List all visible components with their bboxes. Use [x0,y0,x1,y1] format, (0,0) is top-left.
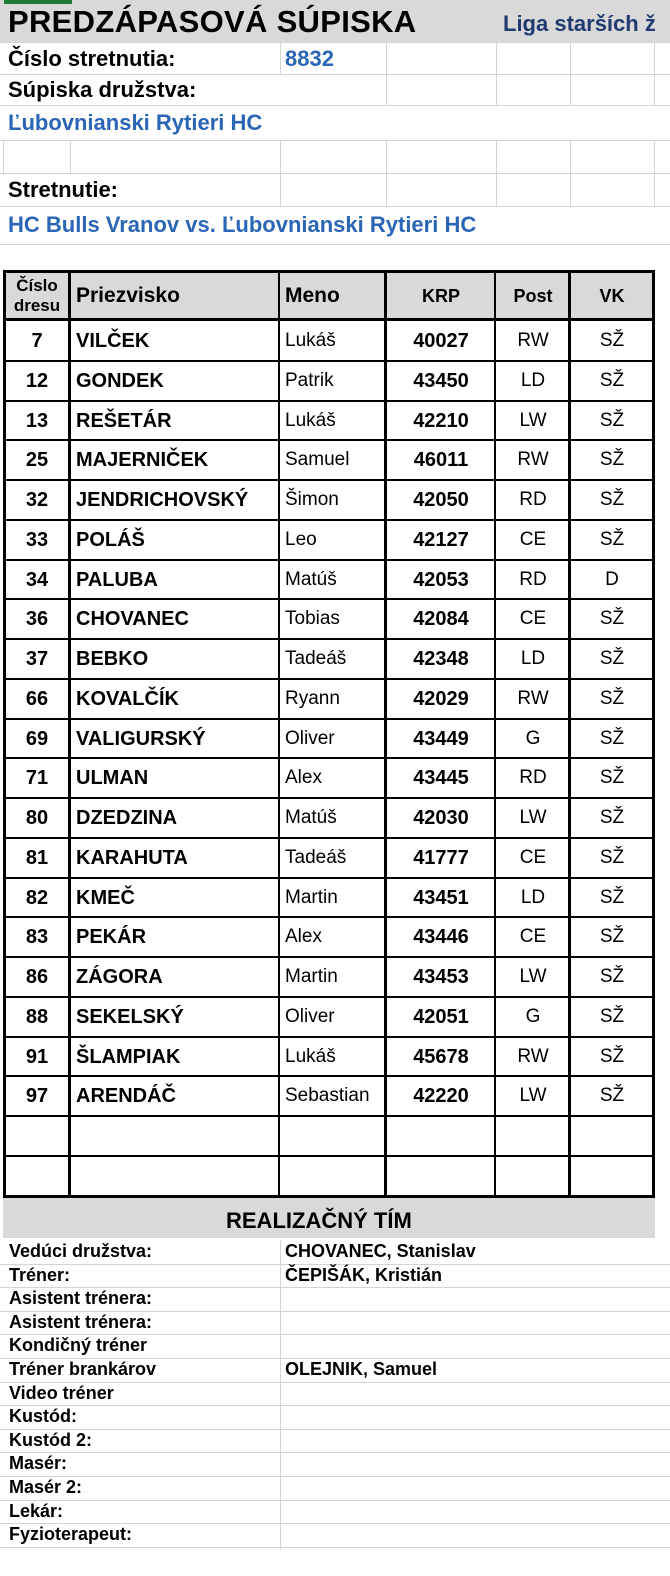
cell-surname [76,1157,276,1195]
cell-name: Oliver [285,727,335,749]
cell-krp: 43453 [413,966,469,988]
staff-role: Vedúci družstva: [9,1241,153,1261]
cell-krp: 42348 [413,648,469,670]
cell-krp: 40027 [413,330,469,352]
cell-surname: POLÁŠ [76,528,145,551]
cell-krp [386,1157,496,1195]
cell-krp: 42210 [413,409,469,432]
cell-vk: SŽ [599,330,625,351]
cell-name [285,1157,383,1195]
cell-post: G [525,727,541,749]
cell-surname: VALIGURSKÝ [76,727,206,750]
staff-column-divider [280,1240,281,1550]
cell-num: 97 [25,1085,49,1108]
cell-vk: SŽ [599,648,625,669]
cell-surname: PALUBA [76,568,158,591]
staff-gridline [0,1500,670,1501]
roster-row-divider [3,1155,655,1157]
cell-post: G [525,1005,541,1027]
cell-surname: PEKÁR [76,926,147,949]
cell-num [6,1157,68,1195]
cell-vk [570,1157,654,1195]
cell-surname: VILČEK [76,330,150,352]
cell-name: Leo [285,528,317,550]
cell-vk: SŽ [599,727,625,749]
staff-title: REALIZAČNÝ TÍM [226,1208,412,1233]
staff-role: Masér 2: [9,1477,83,1497]
staff-role: Masér: [9,1453,68,1474]
roster-row-divider [3,757,655,759]
cell-num: 7 [31,330,43,352]
staff-name: ČEPIŠÁK, Kristián [285,1264,443,1285]
cell-vk: SŽ [599,767,625,789]
staff-gridline [0,1476,670,1477]
cell-num: 86 [25,966,49,988]
cell-num: 12 [25,369,49,392]
cell-post: RD [519,767,547,789]
cell-vk: SŽ [599,528,625,550]
league-name: Liga starších ž [503,11,656,36]
cell-name: Martin [285,966,338,987]
roster-row-divider [3,638,655,640]
cell-krp: 42127 [413,528,469,551]
cell-surname [76,1117,276,1155]
cell-post: CE [519,528,547,550]
cell-vk: SŽ [599,886,625,908]
cell-post: CE [519,926,547,948]
roster-row-divider [3,360,655,362]
cell-krp [386,1117,496,1155]
cell-vk: SŽ [599,966,625,987]
staff-gridline [0,1547,670,1548]
cell-krp: 42084 [413,608,469,631]
cell-post: LD [520,369,546,391]
cell-krp: 46011 [413,449,469,472]
col-surname-header: Priezvisko [76,284,180,307]
cell-post: LW [519,966,547,987]
cell-krp: 42051 [413,1005,469,1028]
roster-row-divider [3,956,655,958]
staff-role: Fyzioterapeut: [9,1524,133,1545]
staff-role: Kustód 2: [9,1429,92,1450]
cell-name: Sebastian [285,1085,370,1107]
cell-vk: SŽ [599,1085,625,1107]
cell-krp: 42220 [413,1085,469,1108]
cell-krp: 42030 [413,807,469,829]
cell-name: Matúš [285,568,337,590]
cell-post: RD [519,568,547,590]
cell-surname: JENDRICHOVSKÝ [76,489,249,511]
roster-row-divider [3,837,655,839]
staff-role: Kustód: [9,1406,77,1427]
team-name: Ľubovnianski Rytieri HC [8,110,263,135]
cell-vk: SŽ [599,1045,625,1067]
cell-name: Oliver [285,1005,335,1027]
roster-row-divider [3,439,655,441]
cell-post: CE [519,608,547,630]
cell-name: Martin [285,886,338,908]
cell-surname: KMEČ [76,886,135,909]
staff-gridline [0,1452,670,1453]
roster-row-divider [3,996,655,998]
cell-num: 36 [25,608,49,631]
staff-role: Asistent trénera: [9,1288,153,1309]
cell-post: LD [520,648,546,669]
cell-num: 81 [25,846,49,869]
cell-num: 37 [25,648,49,670]
cell-krp: 43445 [413,767,469,790]
roster-row-divider [3,1075,655,1077]
cell-post: LW [519,409,547,431]
cell-krp: 43449 [413,727,469,750]
cell-surname: KOVALČÍK [76,687,179,710]
match-number-label: Číslo stretnutia: [8,46,176,71]
cell-post: RW [517,449,549,471]
cell-vk: SŽ [599,608,625,630]
cell-num: 32 [25,489,49,511]
roster-row-divider [3,718,655,720]
cell-num: 88 [25,1005,49,1028]
staff-role: Kondičný tréner [9,1335,148,1356]
cell-vk: SŽ [599,846,625,868]
cell-surname: ULMAN [76,767,149,790]
cell-krp: 42050 [413,489,469,511]
cell-krp: 45678 [413,1045,469,1068]
roster-row-divider [3,877,655,879]
cell-name: Lukáš [285,1045,336,1067]
cell-vk: SŽ [599,926,625,948]
cell-surname: REŠETÁR [76,409,172,432]
cell-vk [570,1117,654,1155]
cell-num: 33 [25,528,49,551]
col-number-header: Číslo dresu [13,276,61,315]
cell-num: 66 [25,687,49,710]
staff-role: Lekár: [9,1500,64,1521]
roster-row-divider [3,916,655,918]
cell-surname: ŠLAMPIAK [76,1045,181,1068]
cell-post: RD [519,489,547,510]
col-vk-header: VK [599,286,625,306]
cell-name: Tobias [285,608,340,630]
cell-num: 80 [25,807,49,829]
roster-row-divider [3,598,655,600]
cell-name: Matúš [285,807,337,828]
roster-row-divider [3,1115,655,1117]
staff-name: OLEJNIK, Samuel [285,1359,438,1379]
cell-num: 34 [25,568,49,591]
match-name: HC Bulls Vranov vs. Ľubovnianski Rytieri HC [8,212,477,237]
cell-krp: 43451 [413,886,469,909]
roster-row-divider [3,1036,655,1038]
cell-num: 25 [25,449,49,472]
cell-vk: SŽ [599,807,625,828]
roster-row-divider [3,559,655,561]
cell-surname: GONDEK [76,369,164,392]
match-number: 8832 [285,46,334,71]
cell-surname: KARAHUTA [76,846,188,869]
cell-name: Ryann [285,687,340,709]
cell-vk: SŽ [599,1005,625,1027]
cell-num: 91 [25,1045,49,1068]
cell-post [496,1157,570,1195]
cell-post: RW [517,330,549,351]
cell-num: 83 [25,926,49,949]
cell-name: Lukáš [285,409,336,431]
cell-post [496,1117,570,1155]
roster-column-divider [278,270,280,1198]
cell-name: Tadeáš [285,648,347,669]
col-krp-header: KRP [421,286,460,306]
match-label: Stretnutie: [8,177,118,202]
cell-vk: SŽ [599,449,625,471]
staff-name: CHOVANEC, Stanislav [285,1241,476,1261]
staff-gridline [0,1405,670,1406]
cell-name: Lukáš [285,330,336,351]
cell-name [285,1117,383,1155]
cell-vk: SŽ [599,409,625,431]
cell-vk: SŽ [599,489,625,510]
cell-surname: MAJERNIČEK [76,449,209,472]
cell-krp: 43446 [413,926,469,949]
roster-label: Súpiska družstva: [8,77,197,102]
cell-name: Samuel [285,449,350,471]
cell-krp: 43450 [413,369,469,392]
cell-surname: ZÁGORA [76,966,163,988]
cell-post: LW [519,1085,547,1107]
cell-surname: BEBKO [76,648,149,670]
cell-post: LD [520,886,546,908]
staff-role: Asistent trénera: [9,1311,153,1332]
cell-name: Alex [285,926,322,948]
cell-surname: SEKELSKÝ [76,1005,184,1028]
staff-role: Tréner brankárov [9,1359,157,1379]
page-title: PREDZÁPASOVÁ SÚPISKA [8,4,417,39]
roster-row-divider [3,400,655,402]
col-name-header: Meno [285,284,340,307]
cell-surname: CHOVANEC [76,608,189,631]
cell-name: Šimon [285,489,339,510]
cell-name: Patrik [285,369,334,391]
roster-row-divider [3,797,655,799]
cell-name: Alex [285,767,322,789]
staff-gridline [0,1429,670,1430]
cell-post: RW [517,1045,549,1067]
cell-krp: 41777 [413,846,469,869]
roster-row-divider [3,479,655,481]
cell-vk: SŽ [599,369,625,391]
staff-role: Tréner: [9,1264,71,1285]
roster-column-divider [68,270,71,1198]
cell-num: 69 [25,727,49,750]
roster-row-divider [3,678,655,680]
col-post-header: Post [513,286,553,306]
cell-vk: D [605,568,619,590]
cell-num [6,1117,68,1155]
cell-krp: 42053 [413,568,469,591]
cell-num: 71 [25,767,49,790]
cell-name: Tadeáš [285,846,347,868]
cell-surname: DZEDZINA [76,807,178,829]
cell-post: LW [519,807,547,828]
cell-post: CE [519,846,547,868]
cell-num: 13 [25,409,49,432]
roster-row-divider [3,519,655,521]
cell-vk: SŽ [599,687,625,709]
staff-role: Video tréner [9,1382,114,1403]
cell-surname: ARENDÁČ [76,1085,176,1108]
cell-krp: 42029 [413,687,469,710]
cell-post: RW [517,687,549,709]
cell-num: 82 [25,886,49,909]
